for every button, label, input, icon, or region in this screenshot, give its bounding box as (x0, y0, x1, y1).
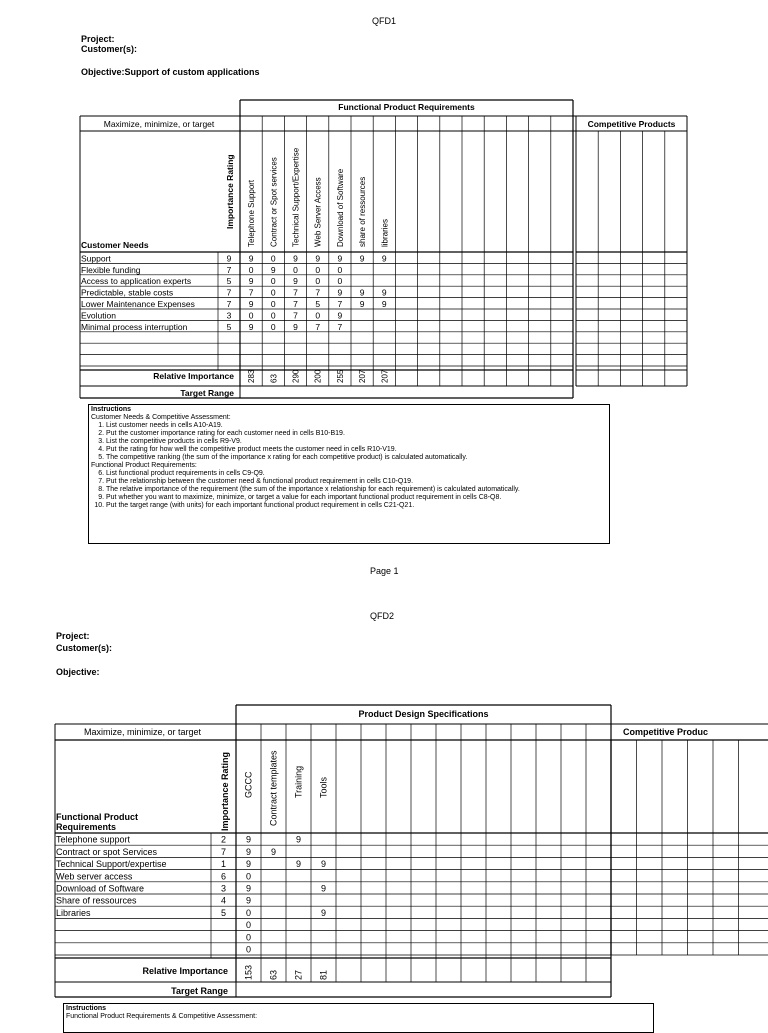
importance-header: Importance Rating (225, 154, 235, 229)
page2-header: QFD2 (370, 611, 395, 621)
instruction-item: 8. The relative importance of the requirement (the sum of the importance x relationship for each requirement) is calculated automatically. (106, 486, 607, 494)
functional-requirement: Technical Support/expertise (56, 859, 167, 870)
relationship-value: 9 (293, 321, 298, 332)
instructions-section2: Functional Product Requirements: (91, 462, 197, 469)
column-header: Download of Software (335, 168, 345, 247)
relationship-value: 9 (270, 846, 277, 857)
instructions-section1: Customer Needs & Competitive Assessment: (91, 414, 231, 421)
page1-project-label: Project: (81, 34, 115, 44)
relationship-value: 9 (293, 253, 298, 264)
instruction-item: 2. Put the customer importance rating for each customer need in cells B10-B19. (106, 430, 607, 438)
importance-rating: 2 (220, 834, 227, 845)
relationship-value: 9 (320, 883, 327, 894)
page1-objective-label: Objective:Support of custom applications (81, 67, 260, 77)
page1-customers-label: Customer(s): (81, 44, 138, 54)
column-header: Tools (318, 776, 329, 798)
column-header: Training (293, 765, 304, 798)
relationship-value: 9 (359, 253, 365, 264)
functional-requirement: Web server access (56, 871, 133, 882)
instruction-item: 9. Put whether you want to maximize, minimize, or target a value for each important functional product requirement in cells C8-Q8. (106, 494, 607, 502)
relationship-value: 0 (248, 310, 254, 321)
relationship-value: 0 (245, 871, 252, 882)
relationship-value: 9 (320, 907, 327, 918)
relationship-value: 9 (248, 299, 254, 309)
page2-instructions (63, 1003, 654, 1033)
relationship-value: 0 (245, 907, 252, 918)
relative-importance-label: Relative Importance (142, 966, 228, 976)
instruction-item: 3. List the competitive products in cells R9-V9. (106, 438, 607, 446)
relative-importance-label: Relative Importance (153, 371, 234, 381)
column-header: Telephone Support (247, 179, 257, 247)
functional-requirement: Download of Software (56, 883, 145, 894)
importance-rating: 7 (226, 287, 232, 298)
relative-importance-value: 255 (335, 369, 345, 383)
instruction-item: 1. List customer needs in cells A10-A19. (106, 422, 607, 430)
relationship-value: 7 (293, 310, 298, 321)
relationship-value: 7 (293, 299, 298, 309)
relationship-value: 9 (337, 287, 343, 298)
customer-need: Flexible funding (81, 264, 141, 275)
relationship-value: 9 (270, 264, 276, 275)
target-range-label: Target Range (180, 388, 234, 398)
column-header: Technical Support/Expertise (291, 147, 301, 247)
relationship-value: 0 (315, 264, 321, 275)
relationship-value: 9 (320, 859, 327, 870)
importance-rating: 1 (220, 859, 227, 870)
customer-need: Support (81, 253, 111, 264)
relationship-value: 9 (248, 276, 254, 287)
relationship-value: 0 (315, 310, 321, 321)
column-header: Web Server Access (313, 177, 323, 247)
relationship-value: 7 (293, 287, 298, 298)
customer-need: Lower Maintenance Expenses (81, 299, 195, 309)
relationship-value: 7 (248, 287, 254, 298)
page2-customers-label: Customer(s): (56, 643, 113, 653)
importance-rating: 5 (226, 321, 232, 332)
relationship-value: 7 (315, 321, 321, 332)
relationship-value: 9 (248, 321, 254, 332)
page1-header: QFD1 (372, 16, 397, 26)
importance-rating: 5 (226, 276, 232, 287)
relative-importance-value: 207 (380, 369, 390, 383)
functional-requirement: Contract or spot Services (56, 846, 158, 857)
instruction-item: 6. List functional product requirements in cells C9-Q9. (106, 470, 607, 478)
relationship-value: 9 (245, 834, 252, 845)
competitive-label: Competitive Products (587, 119, 676, 129)
qfd2-table (0, 700, 768, 1002)
fpr-header-line1: Functional Product (56, 812, 138, 822)
relative-importance-value: 63 (269, 374, 279, 383)
relationship-value: 0 (270, 310, 276, 321)
importance-rating: 9 (226, 253, 232, 264)
instructions-section1: Functional Product Requirements & Competitive Assessment: (66, 1013, 258, 1020)
importance-rating: 6 (220, 871, 227, 882)
relationship-value: 9 (245, 846, 252, 857)
customer-needs-header: Customer Needs (81, 240, 149, 250)
relative-importance-value: 153 (243, 964, 254, 980)
relationship-value: 9 (381, 299, 387, 309)
column-header: Contract templates (268, 750, 279, 826)
relationship-value: 0 (337, 276, 343, 287)
relationship-value: 9 (245, 895, 252, 906)
relationship-value: 7 (337, 299, 343, 309)
fpr-header-line2: Requirements (56, 822, 117, 832)
relative-importance-value: 81 (318, 969, 329, 980)
relationship-value: 9 (315, 253, 321, 264)
relative-importance-value: 290 (291, 369, 301, 383)
page1-instructions (88, 404, 610, 544)
relationship-value: 9 (295, 834, 302, 845)
instructions-title: Instructions (66, 1005, 107, 1012)
relationship-value: 0 (245, 920, 252, 931)
section-title: Functional Product Requirements (338, 102, 475, 112)
qfd1-table (0, 0, 768, 410)
customer-need: Minimal process interruption (81, 321, 188, 332)
functional-requirement: Share of ressources (56, 895, 137, 906)
relative-importance-value: 207 (358, 369, 368, 383)
functional-requirement: Telephone support (56, 834, 131, 845)
relationship-value: 7 (337, 321, 343, 332)
importance-rating: 5 (220, 907, 227, 918)
instructions-title: Instructions (91, 406, 132, 413)
relationship-value: 9 (337, 310, 343, 321)
maximize-label: Maximize, minimize, or target (83, 727, 202, 737)
relationship-value: 9 (245, 883, 252, 894)
relationship-value: 0 (245, 932, 252, 943)
relative-importance-value: 63 (268, 969, 279, 980)
column-header: Contract or Spot services (269, 157, 279, 247)
column-header: libraries (380, 218, 390, 247)
relationship-value: 7 (315, 287, 321, 298)
relationship-value: 9 (293, 276, 298, 287)
page1-footer: Page 1 (370, 566, 399, 576)
relationship-value: 9 (381, 253, 387, 264)
relationship-value: 9 (359, 299, 365, 309)
customer-need: Access to application experts (81, 276, 192, 287)
instructions-list1 (91, 422, 607, 462)
relative-importance-value: 27 (293, 969, 304, 980)
instruction-item: 5. The competitive ranking (the sum of the importance x rating for each competitive product) is calculated automatically. (106, 454, 607, 462)
relationship-value: 0 (270, 253, 276, 264)
relationship-value: 9 (381, 287, 387, 298)
importance-rating: 3 (226, 310, 232, 321)
relationship-value: 9 (359, 287, 365, 298)
column-header: share of ressources (358, 176, 368, 247)
importance-rating: 7 (226, 299, 232, 309)
importance-header: Importance Rating (220, 751, 230, 831)
customer-need: Predictable, stable costs (81, 287, 174, 298)
relationship-value: 9 (337, 253, 343, 264)
column-header: GCCC (243, 771, 254, 798)
relationship-value: 0 (337, 264, 343, 275)
relative-importance-value: 200 (313, 369, 323, 383)
instruction-item: 4. Put the rating for how well the competitive product meets the customer need in cells R10-V19. (106, 446, 607, 454)
relationship-value: 9 (248, 253, 254, 264)
relationship-value: 0 (270, 299, 276, 309)
relationship-value: 5 (315, 299, 321, 309)
functional-requirement: Libraries (56, 907, 91, 918)
section-title: Product Design Specifications (358, 709, 489, 719)
relationship-value: 0 (293, 264, 298, 275)
relationship-value: 9 (245, 859, 252, 870)
relative-importance-value: 283 (247, 369, 257, 383)
importance-rating: 7 (220, 846, 227, 857)
importance-rating: 3 (220, 883, 227, 894)
instruction-item: 7. Put the relationship between the customer need & functional product requirement in cells C10-Q19. (106, 478, 607, 486)
relationship-value: 0 (245, 944, 252, 955)
customer-need: Evolution (81, 310, 116, 321)
maximize-label: Maximize, minimize, or target (103, 119, 215, 129)
relationship-value: 0 (248, 264, 254, 275)
page2-objective-label: Objective: (56, 667, 100, 677)
instructions-list2 (91, 470, 607, 510)
relationship-value: 0 (270, 287, 276, 298)
importance-rating: 7 (226, 264, 232, 275)
instruction-item: 10. Put the target range (with units) for each important functional product requirement in cells C21-Q21. (106, 502, 607, 510)
relationship-value: 0 (270, 276, 276, 287)
relationship-value: 0 (315, 276, 321, 287)
relationship-value: 9 (295, 859, 302, 870)
target-range-label: Target Range (171, 986, 228, 996)
relationship-value: 0 (270, 321, 276, 332)
competitive-label: Competitive Produc (623, 727, 709, 737)
page2-project-label: Project: (56, 631, 90, 641)
importance-rating: 4 (220, 895, 227, 906)
